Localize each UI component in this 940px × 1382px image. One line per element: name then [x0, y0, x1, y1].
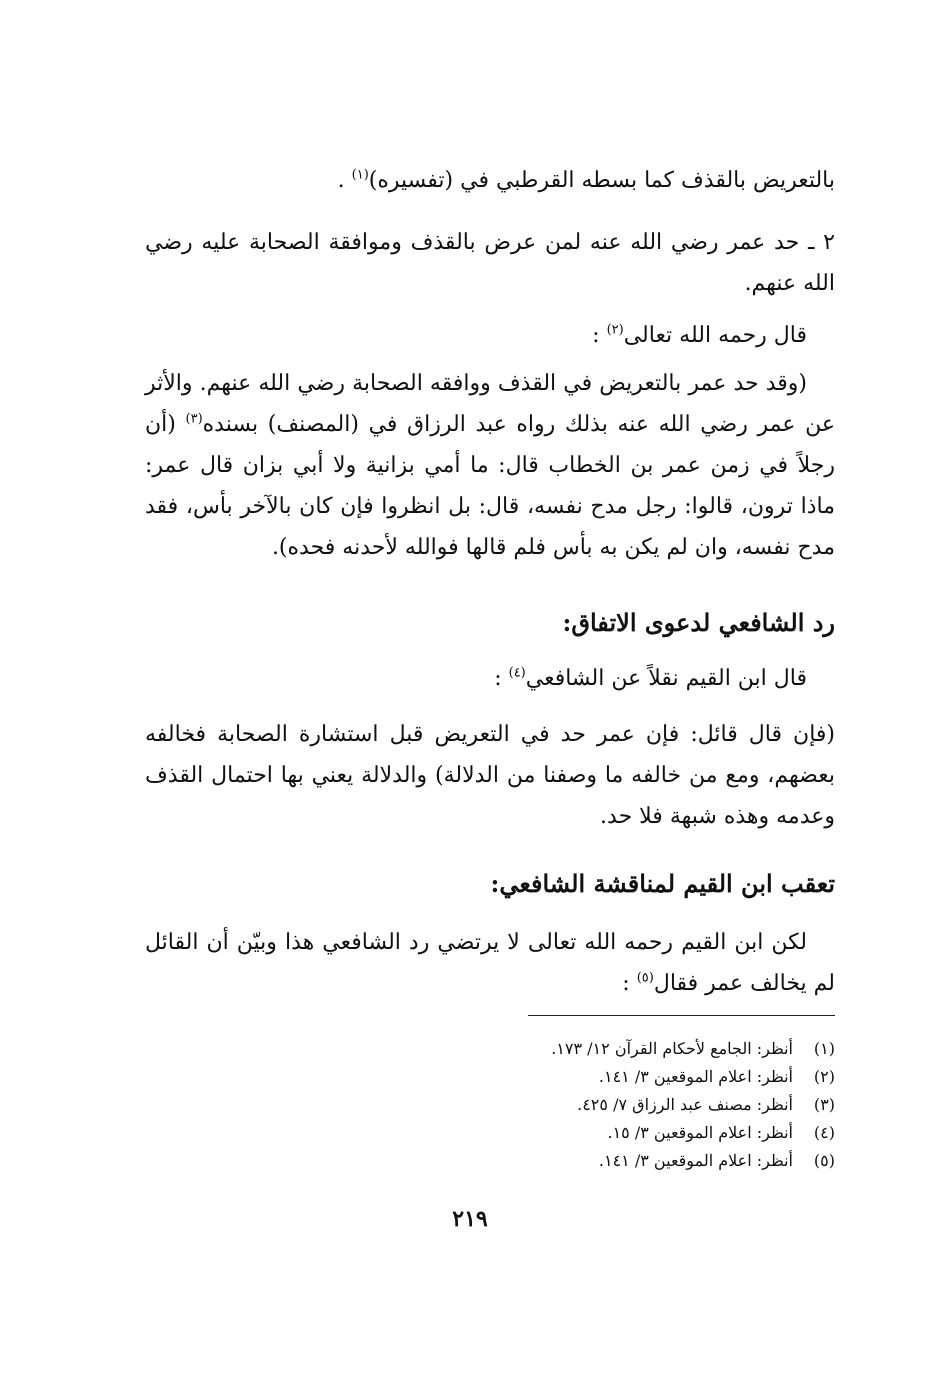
- footnote-text: أنظر: الجامع لأحكام القرآن ١٢/ ١٧٣.: [551, 1039, 793, 1058]
- footnote-3: [415, 1091, 835, 1119]
- continuation-line: [145, 160, 835, 201]
- footnote-5: [415, 1147, 835, 1175]
- shafii-quote-paragraph: [145, 714, 835, 837]
- footnote-text: أنظر: اعلام الموقعين ٣/ ١٥.: [607, 1123, 793, 1142]
- footnote-ref-2[interactable]: (٢): [606, 322, 624, 338]
- shafii-intro-text: قال ابن القيم نقلاً عن الشافعي: [525, 666, 807, 691]
- footnote-number: (٥): [813, 1151, 835, 1170]
- shafii-intro-tail: :: [494, 666, 502, 691]
- shafii-intro-line: [145, 658, 835, 699]
- heading-shafii-rebuttal: رد الشافعي لدعوى الاتفاق:: [562, 608, 835, 637]
- quote-intro-text: قال رحمه الله تعالى: [623, 323, 807, 348]
- quote-block-paragraph: [145, 363, 835, 568]
- footnote-number: (١): [813, 1039, 835, 1058]
- footnote-number: (٢): [813, 1067, 835, 1086]
- quote-intro-tail: :: [592, 323, 600, 348]
- footnote-text: أنظر: اعلام الموقعين ٣/ ١٤١.: [598, 1151, 793, 1170]
- footnote-ref-5[interactable]: (٥): [636, 970, 654, 986]
- footnote-4: [415, 1119, 835, 1147]
- section-2-paragraph: [145, 222, 835, 304]
- section-2-text: ٢ ـ حد عمر رضي الله عنه لمن عرض بالقذف وموافقة الصحابة عليه رضي الله عنهم.: [145, 230, 835, 296]
- footnote-ref-3[interactable]: (٣): [185, 411, 203, 427]
- rebuttal-paragraph: [145, 922, 835, 1004]
- quote-intro-line: [145, 315, 835, 356]
- quote-block-text-after: (أن رجلاً في زمن عمر بن الخطاب قال: ما أمي بزانية ولا أبي بزان قال عمر: ماذا ترون، قالوا: رجل مدح نفسه، قال: بل انظروا فإن كان بالآخر بأس، فقد مدح نفسه، وان لم يكن به بأس فلم قالها فوالله لأحدنه فحده).: [145, 412, 835, 560]
- footnote-number: (٤): [813, 1123, 835, 1142]
- footnote-2: [415, 1063, 835, 1091]
- continuation-text: بالتعريض بالقذف كما بسطه القرطبي في (تفسيره): [368, 168, 835, 193]
- footnote-divider: [528, 1015, 835, 1016]
- continuation-tail: .: [337, 168, 345, 193]
- footnote-ref-1[interactable]: (١): [351, 167, 369, 183]
- footnote-number: (٣): [813, 1095, 835, 1114]
- rebuttal-text: لكن ابن القيم رحمه الله تعالى لا يرتضي رد الشافعي هذا وبيّن أن القائل لم يخالف عمر فقال: [145, 930, 835, 996]
- footnote-text: أنظر: مصنف عبد الرزاق ٧/ ٤٢٥.: [577, 1095, 793, 1114]
- shafii-quote-text: (فإن قال قائل: فإن عمر حد في التعريض قبل استشارة الصحابة فخالفه بعضهم، ومع من خالفه ما وصفنا من الدلالة) والدلالة يعني بها احتمال القذف وعدمه وهذه شبهة فلا حد.: [145, 722, 836, 829]
- page-number: ٢١٩: [452, 1206, 488, 1232]
- quote-block-text-before: (وقد حد عمر بالتعريض في القذف ووافقه الصحابة رضي الله عنهم. والأثر عن عمر رضي الله عنه بذلك رواه عبد الرزاق في (المصنف) بسنده: [145, 371, 835, 437]
- footnote-ref-4[interactable]: (٤): [508, 665, 526, 681]
- heading-ibn-qayyim-response: تعقب ابن القيم لمناقشة الشافعي:: [490, 869, 835, 898]
- footnote-1: [415, 1035, 835, 1063]
- footnote-text: أنظر: اعلام الموقعين ٣/ ١٤١.: [598, 1067, 793, 1086]
- rebuttal-tail: :: [622, 971, 630, 996]
- footnotes-list: [415, 1035, 835, 1175]
